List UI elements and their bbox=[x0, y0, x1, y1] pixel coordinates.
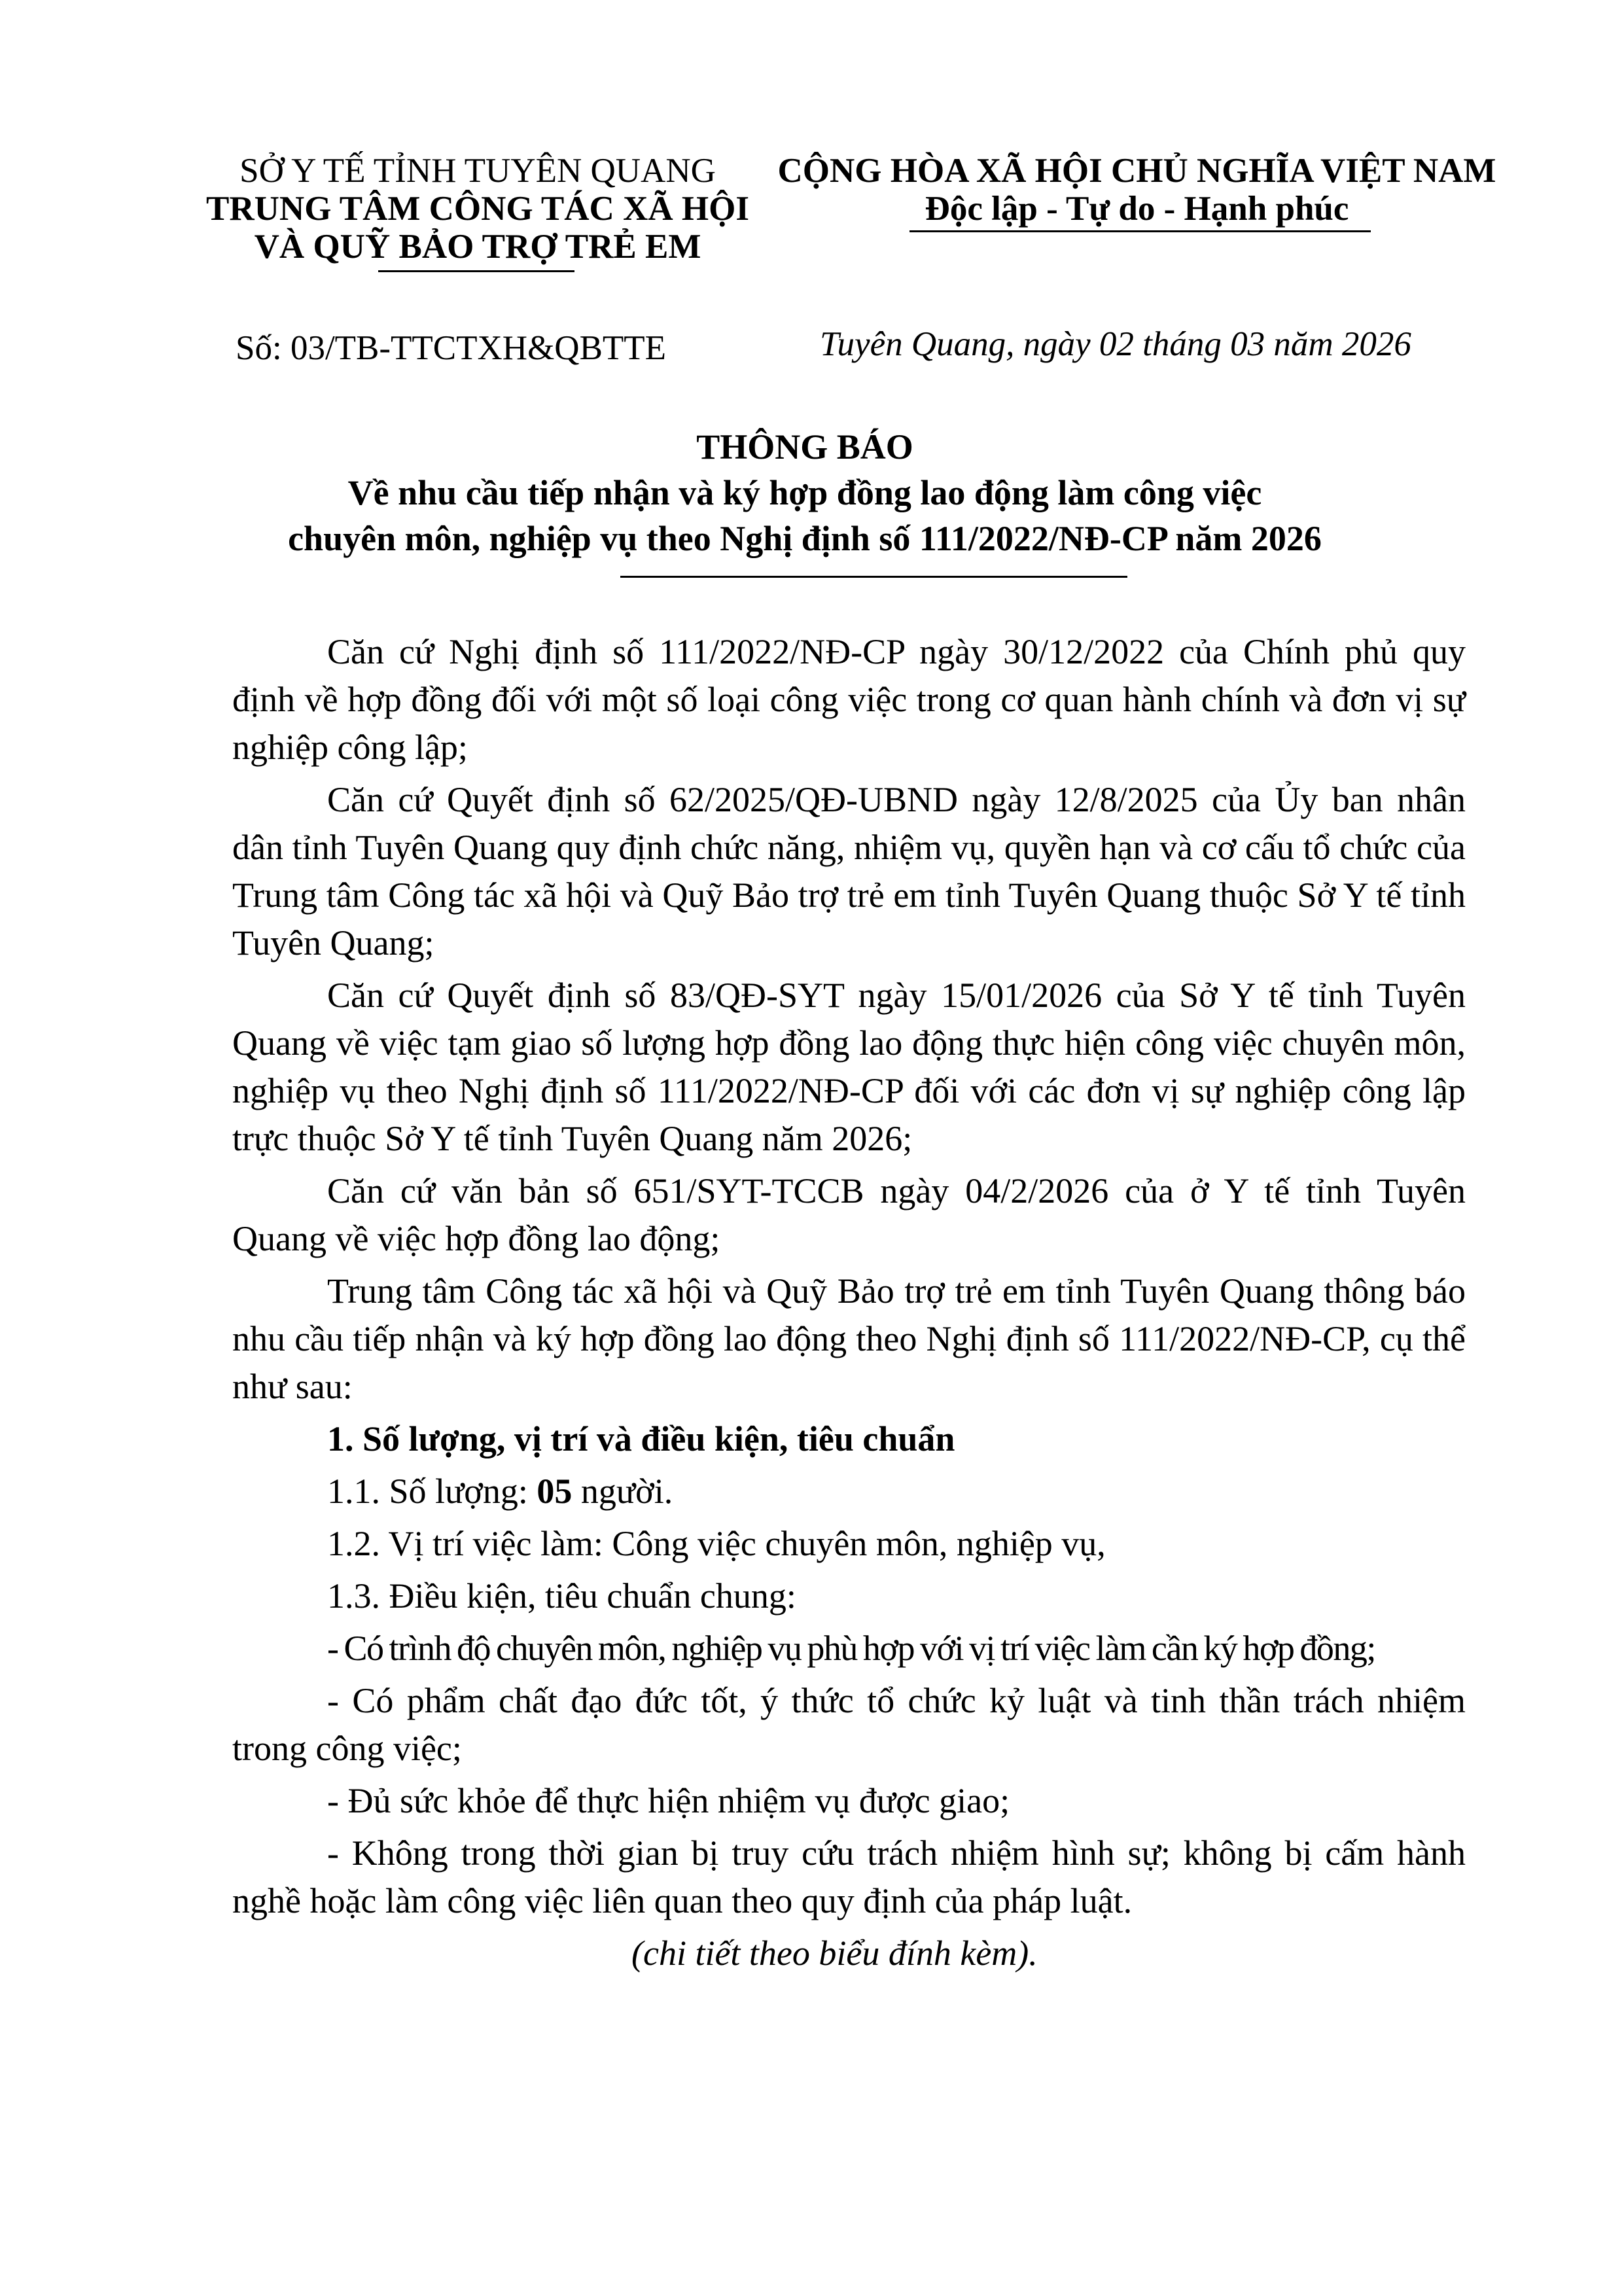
place-date: Tuyên Quang, ngày 02 tháng 03 năm 2026 bbox=[820, 325, 1411, 363]
title-subtitle-line1: Về nhu cầu tiếp nhận và ký hợp đồng lao động làm công việc bbox=[347, 473, 1262, 512]
paragraph-basis-decree: Căn cứ Nghị định số 111/2022/NĐ-CP ngày 30/12/2022 của Chính phủ quy định về hợp đồng đối với một số loại công việc trong cơ quan hành chính và đơn vị sự nghiệp công lập; bbox=[232, 632, 1466, 767]
document-body bbox=[232, 628, 1466, 1982]
header-left-underline bbox=[378, 270, 574, 272]
header-left-org-line2: VÀ QUỸ BẢO TRỢ TRẺ EM bbox=[254, 228, 701, 266]
national-motto: Độc lập - Tự do - Hạnh phúc bbox=[925, 190, 1349, 228]
title-underline bbox=[620, 576, 1127, 578]
title-main: THÔNG BÁO bbox=[696, 427, 913, 467]
document-title bbox=[196, 424, 1413, 561]
header-left bbox=[190, 152, 766, 266]
item-1-1-unit: người. bbox=[572, 1472, 673, 1511]
condition-bullet-4: - Không trong thời gian bị truy cứu trách nhiệm hình sự; không bị cấm hành nghề hoặc làm công việc liên quan theo quy định của pháp luật. bbox=[232, 1833, 1466, 1920]
document-number: Số: 03/TB-TTCTXH&QBTTE bbox=[236, 329, 667, 367]
title-subtitle-line2: chuyên môn, nghiệp vụ theo Nghị định số 111/2022/NĐ-CP năm 2026 bbox=[288, 519, 1322, 558]
condition-bullet-2: - Có phẩm chất đạo đức tốt, ý thức tổ chức kỷ luật và tinh thần trách nhiệm trong công việc; bbox=[232, 1681, 1466, 1768]
header-left-ministry: SỞ Y TẾ TỈNH TUYÊN QUANG bbox=[239, 152, 716, 190]
national-title: CỘNG HÒA XÃ HỘI CHỦ NGHĨA VIỆT NAM bbox=[777, 152, 1496, 190]
header-right-underline bbox=[909, 230, 1371, 232]
paragraph-basis-decision-ubnd: Căn cứ Quyết định số 62/2025/QĐ-UBND ngày 12/8/2025 của Ủy ban nhân dân tỉnh Tuyên Quang quy định chức năng, nhiệm vụ, quyền hạn và cơ cấu tổ chức của Trung tâm Công tác xã hội và Quỹ Bảo trợ trẻ em tỉnh Tuyên Quang thuộc Sở Y tế tỉnh Tuyên Quang; bbox=[232, 780, 1466, 963]
item-1-3: 1.3. Điều kiện, tiêu chuẩn chung: bbox=[327, 1576, 796, 1616]
detail-note: (chi tiết theo biểu đính kèm). bbox=[631, 1934, 1038, 1973]
paragraph-announcement: Trung tâm Công tác xã hội và Quỹ Bảo trợ trẻ em tỉnh Tuyên Quang thông báo nhu cầu tiếp nhận và ký hợp đồng lao động theo Nghị định số 111/2022/NĐ-CP, cụ thể như sau: bbox=[232, 1271, 1466, 1406]
item-1-1-label: 1.1. Số lượng: bbox=[327, 1472, 537, 1511]
condition-bullet-3: - Đủ sức khỏe để thực hiện nhiệm vụ được giao; bbox=[327, 1781, 1010, 1820]
paragraph-basis-document: Căn cứ văn bản số 651/SYT-TCCB ngày 04/2/2026 của ở Y tế tỉnh Tuyên Quang về việc hợp đồng lao động; bbox=[232, 1171, 1466, 1258]
header-left-org-line1: TRUNG TÂM CÔNG TÁC XÃ HỘI bbox=[206, 190, 749, 228]
paragraph-basis-decision-syt: Căn cứ Quyết định số 83/QĐ-SYT ngày 15/01/2026 của Sở Y tế tỉnh Tuyên Quang về việc tạm giao số lượng hợp đồng lao động thực hiện công việc chuyên môn, nghiệp vụ theo Nghị định số 111/2022/NĐ-CP đối với các đơn vị sự nghiệp công lập trực thuộc Sở Y tế tỉnh Tuyên Quang năm 2026; bbox=[232, 976, 1466, 1158]
item-1-2: 1.2. Vị trí việc làm: Công việc chuyên môn, nghiệp vụ, bbox=[327, 1524, 1106, 1563]
item-1-1 bbox=[232, 1468, 1466, 1515]
header-right bbox=[766, 152, 1508, 228]
item-1-1-quantity: 05 bbox=[537, 1472, 573, 1511]
section-1-heading: 1. Số lượng, vị trí và điều kiện, tiêu chuẩn bbox=[327, 1419, 955, 1458]
condition-bullet-1: - Có trình độ chuyên môn, nghiệp vụ phù hợp với vị trí việc làm cần ký hợp đồng; bbox=[327, 1629, 1375, 1668]
